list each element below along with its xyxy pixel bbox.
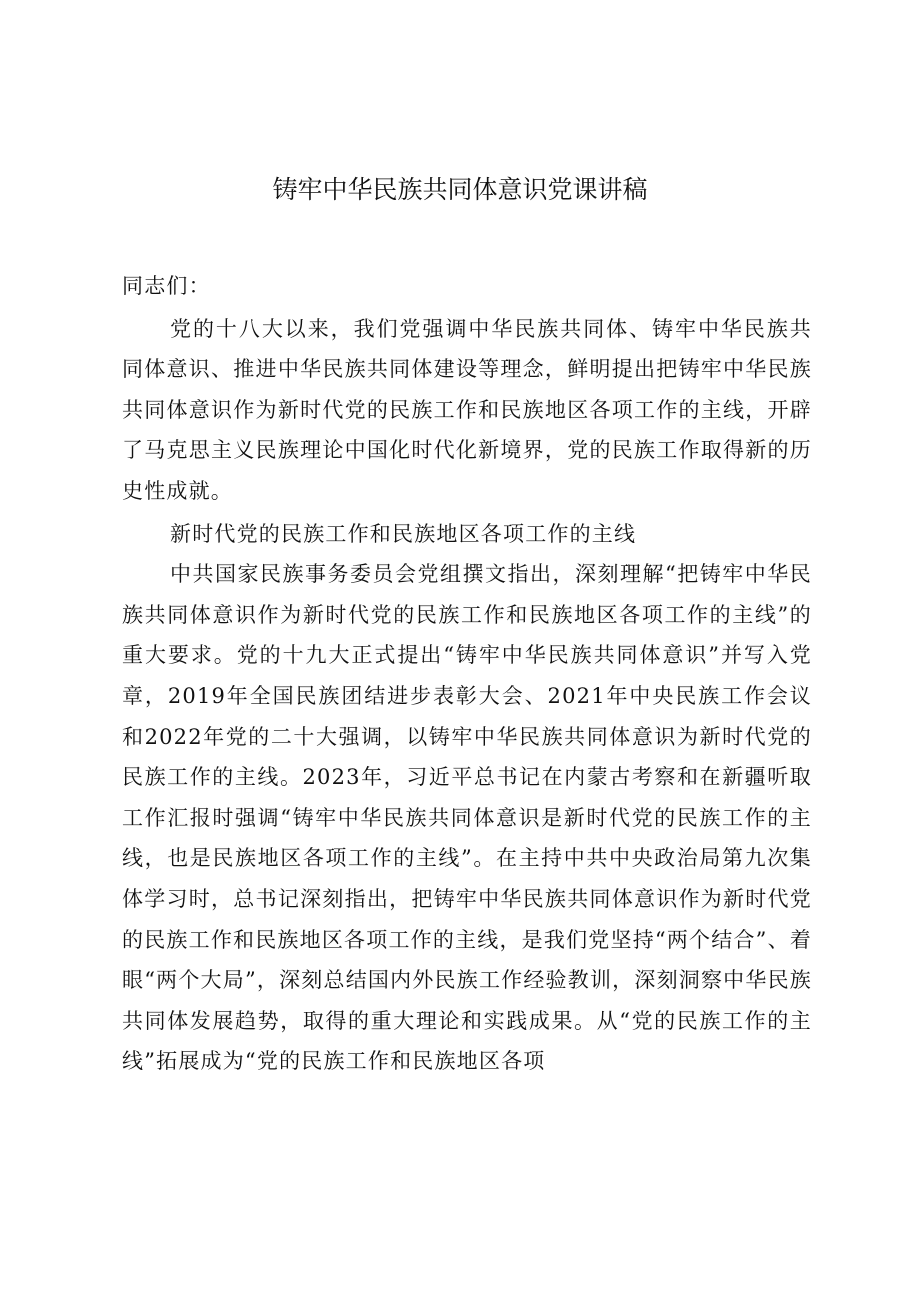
document-title: 铸牢中华民族共同体意识党课讲稿 bbox=[272, 175, 648, 204]
paragraph-body: 中共国家民族事务委员会党组撰文指出，深刻理解“把铸牢中华民族共同体意识作为新时代党的民族工作和民族地区各项工作的主线”的重大要求。党的十九大正式提出“铸牢中华民族共同体意识”并写入党章，2019年全国民族团结进步表彰大会、2021年中央民族工作会议和2022年党的二十大强调，以铸牢中华民族共同体意识为新时代党的民族工作的主线。2023年，习近平总书记在内蒙古考察和在新疆听取工作汇报时强调“铸牢中华民族共同体意识是新时代党的民族工作的主线，也是民族地区各项工作的主线”。在主持中共中央政治局第九次集体学习时，总书记深刻指出，把铸牢中华民族共同体意识作为新时代党的民族工作和民族地区各项工作的主线，是我们党坚持“两个结合”、着眼“两个大局”，深刻总结国内外民族工作经验教训，深刻洞察中华民族共同体发展趋势，取得的重大理论和实践成果。从“党的民族工作的主线”拓展成为“党的民族工作和民族地区各项 bbox=[122, 562, 812, 1074]
paragraph-intro: 党的十八大以来，我们党强调中华民族共同体、铸牢中华民族共同体意识、推进中华民族共同体建设等理念，鲜明提出把铸牢中华民族共同体意识作为新时代党的民族工作和民族地区各项工作的主线，开辟了马克思主义民族理论中国化时代化新境界，党的民族工作取得新的历史性成就。 bbox=[122, 316, 812, 503]
document-body bbox=[122, 266, 812, 1082]
section-heading: 新时代党的民族工作和民族地区各项工作的主线 bbox=[170, 521, 637, 546]
salutation: 同志们： bbox=[122, 274, 211, 298]
